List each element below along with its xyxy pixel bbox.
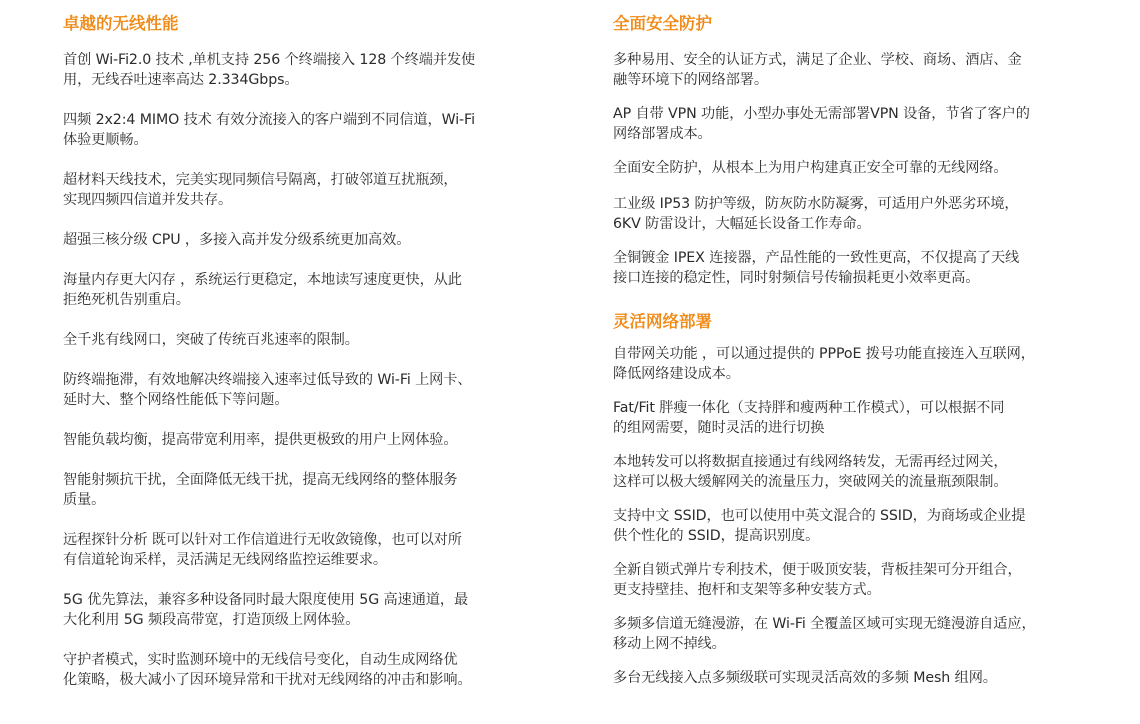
section-title-performance: 卓越的无线性能: [63, 14, 179, 33]
feature-paragraph: [63, 370, 471, 410]
feature-text-line: 拒绝死机告别重启。: [63, 292, 190, 308]
feature-text-line: 全千兆有线网口，突破了传统百兆速率的限制。: [63, 332, 359, 348]
feature-text-line: 移动上网不掉线。: [613, 636, 726, 652]
feature-paragraph: [63, 530, 462, 570]
feature-text-line: 延时大、整个网络性能低下等问题。: [63, 392, 289, 408]
section-title-security: 全面安全防护: [613, 14, 712, 33]
feature-text-line: 大化利用 5G 频段高带宽，打造顶级上网体验。: [63, 612, 360, 628]
feature-paragraph: [613, 668, 997, 688]
feature-text-line: 本地转发可以将数据直接通过有线网络转发，无需再经过网关，: [613, 454, 1008, 470]
feature-paragraph: [63, 330, 359, 350]
feature-text-line: 守护者模式，实时监测环境中的无线信号变化，自动生成网络优: [63, 652, 458, 668]
feature-paragraph: [613, 560, 1022, 600]
feature-text-line: 体验更顺畅。: [63, 132, 148, 148]
feature-text-line: 用，无线吞吐速率高达 2.334Gbps。: [63, 72, 299, 88]
feature-paragraph: [613, 194, 1019, 234]
feature-text-line: 有信道轮询采样，灵活满足无线网络监控运维要求。: [63, 552, 388, 568]
feature-paragraph: [613, 344, 1035, 384]
feature-paragraph: [613, 398, 1004, 438]
feature-paragraph: [63, 590, 468, 630]
feature-text-line: AP 自带 VPN 功能，小型办事处无需部署VPN 设备，节省了客户的: [613, 106, 1030, 122]
feature-text-line: 工业级 IP53 防护等级，防灰防水防凝雾，可适用户外恶劣环境，: [613, 196, 1019, 212]
feature-text-line: 这样可以极大缓解网关的流量压力，突破网关的流量瓶颈限制。: [613, 474, 1008, 490]
feature-text-line: 全铜镀金 IPEX 连接器，产品性能的一致性更高，不仅提高了天线: [613, 250, 1020, 266]
feature-text-line: 供个性化的 SSID，提高识别度。: [613, 528, 820, 544]
feature-paragraph: [63, 110, 475, 150]
feature-paragraph: [613, 506, 1025, 546]
feature-text-line: 5G 优先算法，兼容多种设备同时最大限度使用 5G 高速通道，最: [63, 592, 469, 608]
feature-text-line: 实现四频四信道并发共存。: [63, 192, 233, 208]
feature-text-line: 超材料天线技术，完美实现同频信号隔离，打破邻道互扰瓶颈，: [63, 172, 458, 188]
feature-text-line: 自带网关功能 ，可以通过提供的 PPPoE 拨号功能直接连入互联网，: [613, 346, 1035, 362]
feature-text-line: 降低网络建设成本。: [613, 366, 740, 382]
feature-paragraph: [613, 158, 1007, 178]
feature-text-line: 融等环境下的网络部署。: [613, 72, 768, 88]
feature-paragraph: [613, 614, 1036, 654]
feature-text-line: 智能射频抗干扰，全面降低无线干扰，提高无线网络的整体服务: [63, 472, 458, 488]
feature-text-line: 支持中文 SSID，也可以使用中英文混合的 SSID，为商场或企业提: [613, 508, 1026, 524]
section-title-deployment: 灵活网络部署: [613, 312, 712, 331]
feature-paragraph: [63, 270, 462, 310]
feature-text-line: 多台无线接入点多频级联可实现灵活高效的多频 Mesh 组网。: [613, 670, 997, 686]
feature-paragraph: [63, 170, 457, 210]
feature-text-line: 6KV 防雷设计，大幅延长设备工作寿命。: [613, 216, 871, 232]
feature-paragraph: [613, 104, 1030, 144]
feature-text-line: 智能负载均衡，提高带宽利用率，提供更极致的用户上网体验。: [63, 432, 458, 448]
feature-paragraph: [63, 470, 457, 510]
feature-text-line: 化策略，极大减小了因环境异常和干扰对无线网络的冲击和影响。: [63, 672, 472, 688]
feature-text-line: 接口连接的稳定性，同时射频信号传输损耗更小效率更高。: [613, 270, 980, 286]
feature-paragraph: [613, 50, 1022, 90]
feature-text-line: 四频 2x2:4 MIMO 技术 有效分流接入的客户端到不同信道，Wi-Fi: [63, 112, 475, 128]
feature-text-line: 海量内存更大闪存 ，系统运行更稳定，本地读写速度更快，从此: [63, 272, 462, 288]
feature-text-line: 网络部署成本。: [613, 126, 712, 142]
feature-paragraph: [63, 50, 475, 90]
feature-text-line: 远程探针分析 既可以针对工作信道进行无收敛镜像，也可以对所: [63, 532, 462, 548]
feature-text-line: 全面安全防护，从根本上为用户构建真正安全可靠的无线网络。: [613, 160, 1008, 176]
feature-text-line: 防终端拖滞，有效地解决终端接入速率过低导致的 Wi-Fi 上网卡、: [63, 372, 472, 388]
feature-text-line: 首创 Wi-Fi2.0 技术 ,单机支持 256 个终端接入 128 个终端并发使: [63, 52, 476, 68]
feature-paragraph: [63, 230, 410, 250]
feature-paragraph: [63, 430, 457, 450]
feature-paragraph: [613, 248, 1019, 288]
feature-text-line: 多种易用、安全的认证方式，满足了企业、学校、商场、酒店、金: [613, 52, 1022, 68]
feature-text-line: 超强三核分级 CPU ，多接入高并发分级系统更加高效。: [63, 232, 411, 248]
feature-text-line: 的组网需要，随时灵活的进行切换: [613, 420, 825, 436]
feature-paragraph: [613, 452, 1007, 492]
feature-text-line: 全新自锁式弹片专利技术，便于吸顶安装，背板挂架可分开组合，: [613, 562, 1022, 578]
feature-paragraph: [63, 650, 472, 690]
feature-text-line: 质量。: [63, 492, 106, 508]
feature-text-line: 更支持壁挂、抱杆和支架等多种安装方式。: [613, 582, 881, 598]
feature-text-line: 多频多信道无缝漫游，在 Wi-Fi 全覆盖区域可实现无缝漫游自适应，: [613, 616, 1036, 632]
feature-text-line: Fat/Fit 胖瘦一体化（支持胖和瘦两种工作模式），可以根据不同: [613, 400, 1005, 416]
